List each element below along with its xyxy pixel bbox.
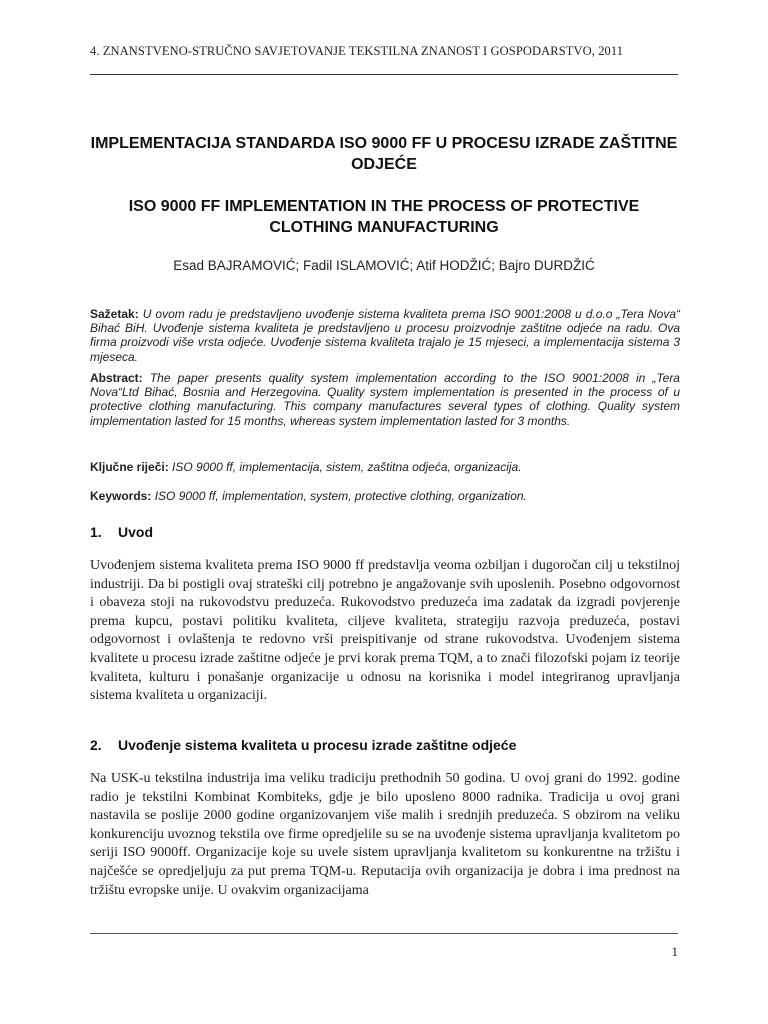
header-divider [90,74,678,75]
sazetak-paragraph [90,307,680,364]
abstract-label: Abstract: [90,371,143,385]
keywords-line [90,489,680,503]
section-2-number: 2. [90,737,102,753]
section-2-title: Uvođenje sistema kvaliteta u procesu izrade zaštitne odjeće [118,737,517,753]
kljucne-rijeci-label: Ključne riječi: [90,460,169,474]
abstract-paragraph [90,371,680,428]
section-1-title: Uvod [118,524,153,540]
section-2-heading [90,737,516,753]
section-1-body: Uvođenjem sistema kvaliteta prema ISO 9000 ff predstavlja veoma ozbiljan i dugoročan cilj u tekstilnoj industriji. Da bi postigli ovaj strateški cilj potrebno je angažovanje svih uposlenih. Posebno odgovornost i obaveza stoji na rukovodstvu preduzeća. Rukovodstvo preduzeća ima zadatak da izgradi povjerenje prema kupcu, postavi politiku kvaliteta, ciljeve kvaliteta, strategiju razvoja preduzeća, postavi odgovornost i ovlaštenja te redovno vrši preispitivanje od strane rukovodstva. Uvođenjem sistema kvalitete u procesu izrade zaštitne odjeće je prvi korak prema TQM, a to znači filozofski pojam iz teorije kvaliteta, kulturu i ponašanje organizacije u odnosu na korisnika i model integriranog upravljanja sistema kvaliteta u organizaciji. [90,558,680,704]
sazetak-label: Sažetak: [90,307,139,321]
keywords-label: Keywords: [90,489,152,503]
title-croatian: IMPLEMENTACIJA STANDARDA ISO 9000 FF U PROCESU IZRADE ZAŠTITNE ODJEĆE [90,135,678,173]
footer-divider [90,933,678,934]
section-1-number: 1. [90,524,102,540]
keywords-text: ISO 9000 ff, implementation, system, protective clothing, organization. [154,489,527,503]
abstract-text: The paper presents quality system implementation according to the ISO 9001:2008 in „Tera Nova“Ltd Bihać, Bosnia and Herzegovina. Quality system implementation is presented in the process of u protective clothing manufacturing. This company manufactures several types of clothing. Quality system implementation lasted for 15 months, whereas system implementation lasted for 3 months. [90,371,680,428]
kljucne-rijeci-line [90,460,680,474]
section-1-heading [90,524,153,540]
page-number: 1 [671,944,678,959]
sazetak-text: U ovom radu je predstavljeno uvođenje sistema kvaliteta prema ISO 9001:2008 u d.o.o „Tera Nova“ Bihać BiH. Uvođenje sistema kvaliteta je predstavljeno u procesu proizvodnje zaštitne odjeće na radu. Ova firma proizvodi više vrsta odjeće. Uvođenje sistema kvaliteta trajalo je 15 mjeseci, a implementacija sistema 3 mjeseca. [90,307,680,364]
title-english: ISO 9000 FF IMPLEMENTATION IN THE PROCESS OF PROTECTIVE CLOTHING MANUFACTURING [128,198,640,236]
kljucne-rijeci-text: ISO 9000 ff, implementacija, sistem, zaštitna odjeća, organizacija. [172,460,522,474]
section-2-body: Na USK-u tekstilna industrija ima veliku tradiciju prethodnih 50 godina. U ovoj grani do 1992. godine radio je tekstilni Kombinat Kombiteks, gdje je bilo uposleno 8000 radnika. Tradicija u ovoj grani nastavila se poslije 2000 godine organizovanjem više malih i srednjih preduzeća. S obzirom na veliku konkurenciju uvoznog tekstila ove firme opredjelile su se na uvođenje sistema upravljanja kvalitetom po seriji ISO 9000ff. Organizacije koje su uvele sistem upravljanja kvalitetom su konkurentne na tržištu i najčešće se opredjeljuju za put prema TQM-u. Reputacija ovih organizacija je dobra i ima prednost na tržištu evropske unije. U ovakvim organizacijama [90,771,680,898]
author-list: Esad BAJRAMOVIĆ; Fadil ISLAMOVIĆ; Atif HODŽIĆ; Bajro DURDŽIĆ [173,258,595,273]
running-header: 4. ZNANSTVENO-STRUČNO SAVJETOVANJE TEKSTILNA ZNANOST I GOSPODARSTVO, 2011 [90,44,624,58]
